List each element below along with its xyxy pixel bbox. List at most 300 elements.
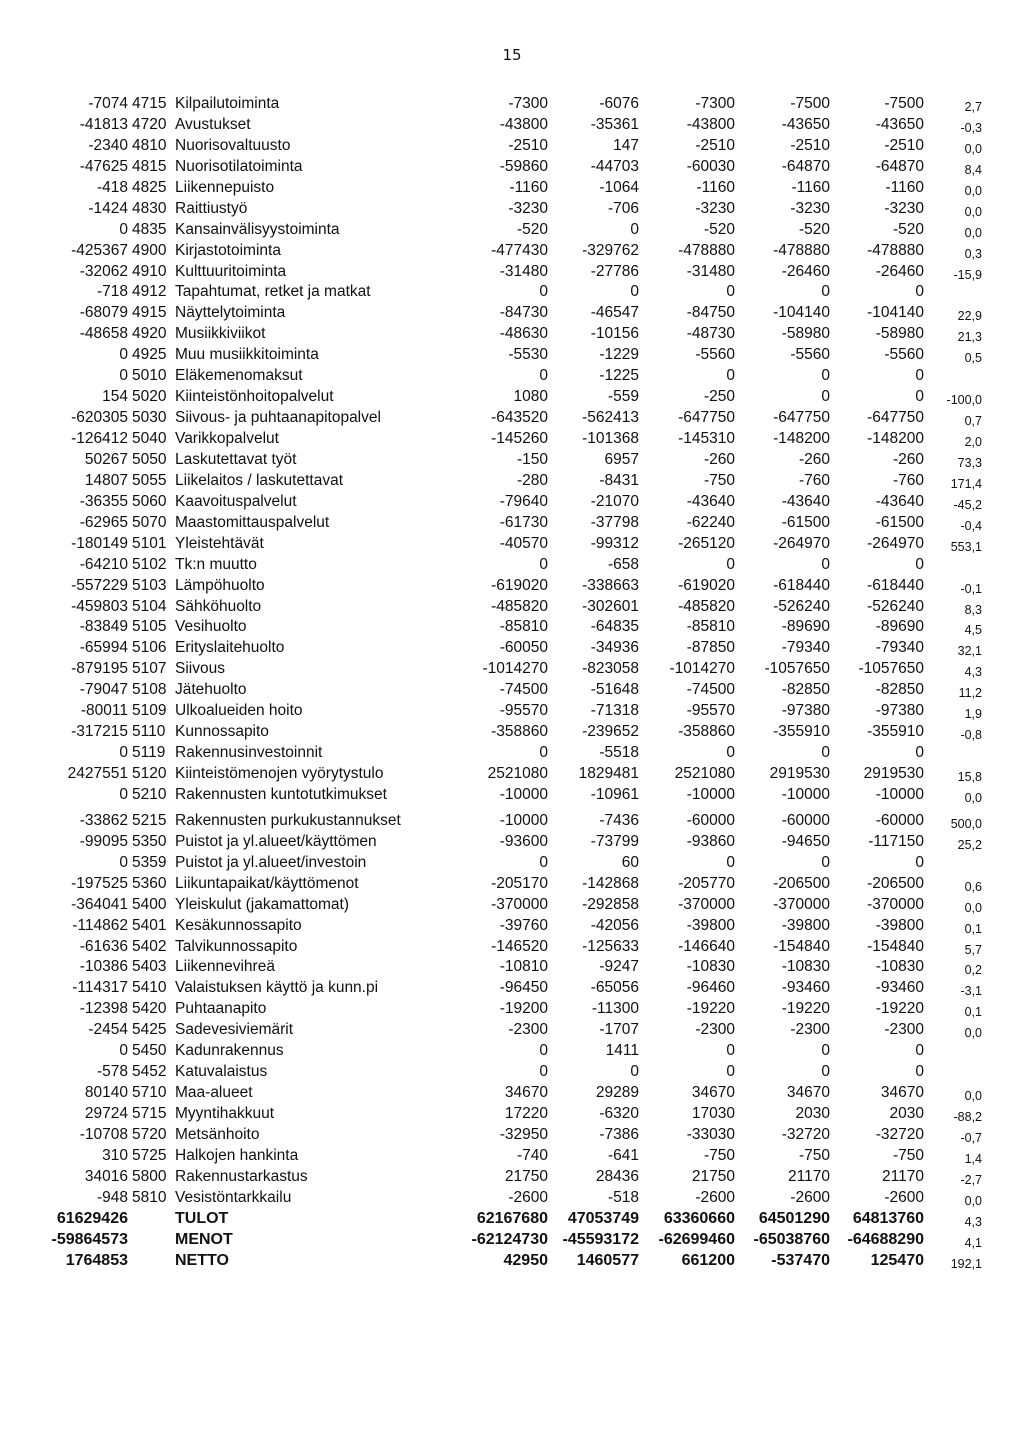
proposal-cell: -2300 bbox=[790, 1021, 830, 1039]
proposal-cell: -3230 bbox=[790, 199, 830, 217]
modified-budget-cell: -145310 bbox=[678, 430, 735, 447]
account-code-cell: 5403 bbox=[132, 958, 167, 976]
table-row bbox=[0, 366, 1024, 387]
final-budget-cell: -60000 bbox=[875, 811, 924, 829]
previous-actual-cell: 0 bbox=[119, 367, 128, 385]
change-percent-cell: 21,3 bbox=[957, 330, 982, 345]
final-budget-cell: -520 bbox=[892, 220, 924, 238]
previous-actual-cell: -61636 bbox=[79, 937, 128, 955]
actual-cell: -21070 bbox=[590, 492, 639, 510]
modified-budget-cell: -43640 bbox=[686, 492, 735, 510]
change-percent-cell: 0,0 bbox=[964, 900, 982, 915]
actual-cell: -71318 bbox=[590, 702, 639, 720]
modified-budget-cell: -62699460 bbox=[658, 1230, 735, 1248]
budget-cell: -619020 bbox=[491, 576, 548, 594]
final-budget-cell: -750 bbox=[892, 1146, 924, 1164]
proposal-cell: -32720 bbox=[781, 1125, 830, 1143]
final-budget-cell: 2030 bbox=[889, 1105, 924, 1122]
budget-cell: 0 bbox=[539, 853, 548, 871]
actual-cell: -9247 bbox=[599, 958, 639, 976]
table-row bbox=[0, 324, 1024, 345]
account-code-cell: 5450 bbox=[132, 1042, 167, 1060]
account-code-cell: 4910 bbox=[132, 262, 167, 280]
proposal-cell: -104140 bbox=[773, 304, 830, 322]
final-budget-cell: -97380 bbox=[875, 702, 924, 720]
account-name-cell: Halkojen hankinta bbox=[175, 1146, 299, 1164]
previous-actual-cell: -33862 bbox=[79, 811, 128, 829]
account-name-cell: Puhtaanapito bbox=[175, 1000, 267, 1018]
table-row bbox=[0, 345, 1024, 366]
proposal-cell: 34670 bbox=[786, 1084, 830, 1102]
budget-cell: -370000 bbox=[491, 895, 548, 913]
proposal-cell: -58980 bbox=[781, 325, 830, 343]
modified-budget-cell: -95570 bbox=[686, 702, 735, 720]
account-code-cell: 5715 bbox=[132, 1105, 167, 1122]
budget-cell: -40570 bbox=[499, 534, 548, 552]
change-percent-cell: -0,7 bbox=[960, 1130, 982, 1145]
table-row bbox=[0, 513, 1024, 534]
table-row bbox=[0, 178, 1024, 199]
modified-budget-cell: -85810 bbox=[686, 618, 735, 636]
account-code-cell: 4825 bbox=[132, 178, 167, 196]
modified-budget-cell: -478880 bbox=[678, 241, 735, 259]
table-row bbox=[0, 262, 1024, 283]
actual-cell: 0 bbox=[630, 1063, 639, 1081]
previous-actual-cell: 0 bbox=[119, 220, 128, 238]
final-budget-cell: -5560 bbox=[884, 346, 924, 364]
change-percent-cell: 0,0 bbox=[964, 141, 982, 156]
account-name-cell: Siivous bbox=[175, 660, 225, 678]
modified-budget-cell: 0 bbox=[726, 1042, 735, 1060]
budget-cell: -39760 bbox=[499, 916, 548, 934]
modified-budget-cell: -2300 bbox=[695, 1021, 735, 1039]
account-code-cell: 4912 bbox=[132, 283, 167, 301]
table-row bbox=[0, 1062, 1024, 1083]
proposal-cell: -43640 bbox=[781, 492, 830, 510]
proposal-cell: -618440 bbox=[773, 576, 830, 594]
budget-cell: -2300 bbox=[508, 1021, 548, 1039]
previous-actual-cell: -879195 bbox=[71, 660, 128, 678]
previous-actual-cell: -41813 bbox=[79, 115, 128, 133]
account-code-cell: 5725 bbox=[132, 1146, 167, 1164]
account-name-cell: Kulttuuritoiminta bbox=[175, 262, 287, 280]
previous-actual-cell: -64210 bbox=[79, 555, 128, 573]
table-row bbox=[0, 937, 1024, 958]
account-name-cell: Myyntihakkuut bbox=[175, 1105, 275, 1122]
final-budget-cell: -58980 bbox=[875, 325, 924, 343]
modified-budget-cell: -5560 bbox=[695, 346, 735, 364]
previous-actual-cell: -2340 bbox=[88, 136, 128, 154]
previous-actual-cell: 2427551 bbox=[67, 765, 128, 782]
proposal-cell: 0 bbox=[821, 388, 830, 406]
previous-actual-cell: -718 bbox=[96, 283, 128, 301]
proposal-cell: -760 bbox=[798, 471, 830, 489]
proposal-cell: -10830 bbox=[781, 958, 830, 976]
final-budget-cell: -260 bbox=[892, 450, 924, 468]
final-budget-cell: -760 bbox=[892, 471, 924, 489]
account-code-cell: 5810 bbox=[132, 1188, 167, 1206]
previous-actual-cell: -114862 bbox=[72, 916, 128, 934]
budget-cell: -59860 bbox=[499, 157, 548, 175]
budget-cell: -62124730 bbox=[471, 1230, 548, 1248]
account-code-cell: 4835 bbox=[132, 220, 167, 238]
final-budget-cell: 21170 bbox=[882, 1167, 924, 1185]
actual-cell: -338663 bbox=[582, 576, 639, 594]
table-row bbox=[0, 387, 1024, 408]
change-percent-cell: 0,0 bbox=[964, 225, 982, 240]
account-code-cell: 5110 bbox=[132, 723, 166, 741]
proposal-cell: 2919530 bbox=[769, 765, 830, 782]
previous-actual-cell: 0 bbox=[119, 1042, 128, 1060]
budget-cell: -145260 bbox=[491, 430, 548, 447]
account-code-cell: 5102 bbox=[132, 555, 167, 573]
budget-cell: 1080 bbox=[513, 388, 548, 406]
final-budget-cell: -64688290 bbox=[847, 1230, 924, 1248]
account-code-cell: 5020 bbox=[132, 388, 167, 406]
actual-cell: -1707 bbox=[599, 1021, 639, 1039]
previous-actual-cell: -83849 bbox=[79, 618, 128, 636]
actual-cell: -239652 bbox=[582, 723, 639, 741]
actual-cell: -65056 bbox=[590, 979, 639, 997]
modified-budget-cell: 0 bbox=[726, 555, 735, 573]
account-name-cell: Avustukset bbox=[175, 115, 251, 133]
final-budget-cell: -10000 bbox=[875, 785, 924, 803]
actual-cell: 1411 bbox=[605, 1042, 639, 1060]
previous-actual-cell: -62965 bbox=[79, 513, 128, 531]
previous-actual-cell: -36355 bbox=[79, 492, 128, 510]
final-budget-cell: -79340 bbox=[875, 639, 924, 657]
account-code-cell: 4920 bbox=[132, 325, 167, 343]
proposal-cell: -206500 bbox=[773, 874, 830, 892]
table-row bbox=[0, 978, 1024, 999]
proposal-cell: -61500 bbox=[781, 513, 830, 531]
total-row bbox=[0, 1251, 1024, 1272]
budget-cell: 0 bbox=[539, 367, 548, 385]
account-code-cell: 5210 bbox=[132, 785, 167, 803]
proposal-cell: -19220 bbox=[781, 1000, 830, 1018]
actual-cell: -292858 bbox=[582, 895, 639, 913]
proposal-cell: -260 bbox=[798, 450, 830, 468]
budget-cell: -96450 bbox=[499, 979, 548, 997]
budget-cell: 62167680 bbox=[476, 1209, 548, 1227]
proposal-cell: 0 bbox=[821, 1042, 830, 1060]
table-row bbox=[0, 853, 1024, 874]
actual-cell: -34936 bbox=[590, 639, 639, 657]
proposal-cell: -26460 bbox=[781, 262, 830, 280]
budget-cell: -10000 bbox=[499, 811, 548, 829]
final-budget-cell: -32720 bbox=[875, 1125, 924, 1143]
change-percent-cell: 4,3 bbox=[964, 1214, 982, 1229]
table-row bbox=[0, 220, 1024, 241]
proposal-cell: -5560 bbox=[790, 346, 830, 364]
proposal-cell: -7500 bbox=[790, 95, 830, 112]
budget-cell: -5530 bbox=[508, 346, 548, 364]
previous-actual-cell: -48658 bbox=[79, 325, 128, 343]
previous-actual-cell: 154 bbox=[102, 388, 128, 406]
modified-budget-cell: 0 bbox=[726, 1063, 735, 1081]
final-budget-cell: -2510 bbox=[884, 136, 924, 154]
actual-cell: -658 bbox=[607, 555, 639, 573]
change-percent-cell: -15,9 bbox=[953, 267, 982, 282]
final-budget-cell: 0 bbox=[915, 388, 924, 406]
modified-budget-cell: -520 bbox=[703, 220, 735, 238]
final-budget-cell: 0 bbox=[915, 555, 924, 573]
budget-cell: -95570 bbox=[499, 702, 548, 720]
account-code-cell: 5120 bbox=[132, 765, 167, 782]
modified-budget-cell: -7300 bbox=[695, 95, 735, 112]
account-name-cell: Sadevesiviemärit bbox=[175, 1021, 294, 1039]
table-row bbox=[0, 199, 1024, 220]
change-percent-cell: 0,0 bbox=[964, 790, 982, 805]
modified-budget-cell: -370000 bbox=[678, 895, 735, 913]
table-row bbox=[0, 957, 1024, 978]
table-row bbox=[0, 534, 1024, 555]
previous-actual-cell: -10386 bbox=[79, 958, 128, 976]
previous-actual-cell: -620305 bbox=[71, 409, 128, 427]
change-percent-cell: 22,9 bbox=[957, 309, 982, 324]
proposal-cell: -2600 bbox=[790, 1188, 830, 1206]
budget-cell: 0 bbox=[539, 1063, 548, 1081]
account-name-cell: Muu musiikkitoiminta bbox=[175, 346, 319, 364]
account-code-cell: 4815 bbox=[132, 157, 167, 175]
actual-cell: -37798 bbox=[590, 513, 639, 531]
proposal-cell: -39800 bbox=[781, 916, 830, 934]
account-name-cell: Kansainvälisyystoiminta bbox=[175, 220, 340, 238]
budget-cell: -358860 bbox=[491, 723, 548, 741]
account-name-cell: NETTO bbox=[175, 1251, 229, 1269]
actual-cell: 29289 bbox=[595, 1084, 639, 1102]
account-name-cell: Ulkoalueiden hoito bbox=[175, 702, 303, 720]
account-name-cell: Tk:n muutto bbox=[175, 555, 257, 573]
account-code-cell: 5720 bbox=[132, 1125, 167, 1143]
modified-budget-cell: 0 bbox=[726, 853, 735, 871]
actual-cell: -35361 bbox=[590, 115, 639, 133]
change-percent-cell: 0,1 bbox=[964, 1005, 982, 1020]
actual-cell: -7436 bbox=[599, 811, 639, 829]
account-code-cell: 5400 bbox=[132, 895, 167, 913]
modified-budget-cell: -10830 bbox=[686, 958, 735, 976]
actual-cell: -73799 bbox=[590, 832, 639, 850]
change-percent-cell: 4,5 bbox=[964, 623, 982, 638]
modified-budget-cell: -205770 bbox=[678, 874, 735, 892]
budget-cell: -2510 bbox=[508, 136, 548, 154]
account-name-cell: Lämpöhuolto bbox=[175, 576, 265, 594]
final-budget-cell: -26460 bbox=[875, 262, 924, 280]
table-row bbox=[0, 94, 1024, 115]
table-row bbox=[0, 999, 1024, 1020]
account-code-cell: 5215 bbox=[132, 811, 167, 829]
previous-actual-cell: 34016 bbox=[84, 1167, 128, 1185]
table-row bbox=[0, 1167, 1024, 1188]
previous-actual-cell: 80140 bbox=[84, 1084, 128, 1102]
account-name-cell: Puistot ja yl.alueet/investoin bbox=[175, 853, 367, 871]
final-budget-cell: -82850 bbox=[875, 681, 924, 699]
modified-budget-cell: -2600 bbox=[695, 1188, 735, 1206]
actual-cell: 1460577 bbox=[576, 1251, 639, 1269]
proposal-cell: -65038760 bbox=[753, 1230, 830, 1248]
proposal-cell: -264970 bbox=[773, 534, 830, 552]
account-name-cell: Raittiustyö bbox=[175, 199, 248, 217]
final-budget-cell: 64813760 bbox=[852, 1209, 924, 1227]
change-percent-cell: 1,9 bbox=[964, 707, 982, 722]
actual-cell: 1829481 bbox=[578, 765, 639, 782]
actual-cell: -64835 bbox=[590, 618, 639, 636]
account-name-cell: Rakennusten kuntotutkimukset bbox=[175, 785, 387, 803]
previous-actual-cell: -557229 bbox=[71, 576, 128, 594]
table-row bbox=[0, 811, 1024, 832]
account-name-cell: Yleiskulut (jakamattomat) bbox=[175, 895, 350, 913]
proposal-cell: -10000 bbox=[781, 785, 830, 803]
table-row bbox=[0, 1083, 1024, 1104]
budget-cell: -3230 bbox=[508, 199, 548, 217]
actual-cell: -46547 bbox=[590, 304, 639, 322]
account-code-cell: 5710 bbox=[132, 1084, 167, 1102]
actual-cell: -10961 bbox=[590, 785, 639, 803]
final-budget-cell: -19220 bbox=[875, 1000, 924, 1018]
final-budget-cell: -117150 bbox=[868, 832, 924, 850]
account-name-cell: Nuorisovaltuusto bbox=[175, 136, 291, 154]
actual-cell: -562413 bbox=[582, 409, 639, 427]
change-percent-cell: 0,0 bbox=[964, 1026, 982, 1041]
table-row bbox=[0, 282, 1024, 303]
modified-budget-cell: 21750 bbox=[691, 1167, 735, 1185]
account-code-cell: 5119 bbox=[132, 744, 166, 762]
final-budget-cell: -264970 bbox=[867, 534, 924, 552]
modified-budget-cell: -250 bbox=[703, 388, 735, 406]
final-budget-cell: -526240 bbox=[867, 597, 924, 615]
account-name-cell: Rakennusinvestoinnit bbox=[175, 744, 323, 762]
actual-cell: -45593172 bbox=[562, 1230, 639, 1248]
actual-cell: -42056 bbox=[590, 916, 639, 934]
change-percent-cell: -0,1 bbox=[960, 581, 982, 596]
account-name-cell: Varikkopalvelut bbox=[175, 430, 279, 447]
previous-actual-cell: 0 bbox=[119, 346, 128, 364]
previous-actual-cell: -65994 bbox=[79, 639, 128, 657]
modified-budget-cell: -1014270 bbox=[669, 660, 735, 678]
budget-cell: 0 bbox=[539, 555, 548, 573]
modified-budget-cell: -93860 bbox=[686, 832, 735, 850]
page-number: 15 bbox=[502, 46, 522, 64]
change-percent-cell: 11,2 bbox=[958, 686, 982, 701]
previous-actual-cell: -79047 bbox=[79, 681, 128, 699]
account-code-cell: 5103 bbox=[132, 576, 167, 594]
budget-cell: -84730 bbox=[499, 304, 548, 322]
account-name-cell: Musiikkiviikot bbox=[175, 325, 266, 343]
modified-budget-cell: -60000 bbox=[686, 811, 735, 829]
final-budget-cell: 0 bbox=[915, 367, 924, 385]
actual-cell: 0 bbox=[630, 220, 639, 238]
modified-budget-cell: -87850 bbox=[686, 639, 735, 657]
budget-cell: -280 bbox=[516, 471, 548, 489]
modified-budget-cell: 63360660 bbox=[663, 1209, 735, 1227]
table-row bbox=[0, 136, 1024, 157]
previous-actual-cell: 0 bbox=[119, 853, 128, 871]
account-code-cell: 5107 bbox=[132, 660, 167, 678]
account-name-cell: Jätehuolto bbox=[175, 681, 247, 699]
table-row bbox=[0, 241, 1024, 262]
account-code-cell: 5350 bbox=[132, 832, 167, 850]
final-budget-cell: 34670 bbox=[880, 1084, 924, 1102]
table-row bbox=[0, 743, 1024, 764]
previous-actual-cell: -126412 bbox=[71, 430, 128, 447]
table-row bbox=[0, 764, 1024, 785]
actual-cell: -8431 bbox=[599, 471, 639, 489]
proposal-cell: -97380 bbox=[781, 702, 830, 720]
table-row bbox=[0, 874, 1024, 895]
total-row bbox=[0, 1209, 1024, 1230]
final-budget-cell: -104140 bbox=[867, 304, 924, 322]
change-percent-cell: 0,0 bbox=[964, 1089, 982, 1104]
actual-cell: -5518 bbox=[599, 744, 639, 762]
previous-actual-cell: -68079 bbox=[79, 304, 128, 322]
actual-cell: -101368 bbox=[582, 430, 639, 447]
account-name-cell: Liikuntapaikat/käyttömenot bbox=[175, 874, 359, 892]
proposal-cell: -2510 bbox=[790, 136, 830, 154]
actual-cell: -27786 bbox=[590, 262, 639, 280]
modified-budget-cell: -1160 bbox=[696, 178, 735, 196]
proposal-cell: -93460 bbox=[781, 979, 830, 997]
budget-cell: -205170 bbox=[491, 874, 548, 892]
budget-cell: -61730 bbox=[499, 513, 548, 531]
change-percent-cell: 25,2 bbox=[957, 837, 982, 852]
change-percent-cell: 0,5 bbox=[964, 351, 982, 366]
account-name-cell: Metsänhoito bbox=[175, 1125, 260, 1143]
account-code-cell: 5425 bbox=[132, 1021, 167, 1039]
proposal-cell: -148200 bbox=[773, 430, 830, 447]
modified-budget-cell: -260 bbox=[703, 450, 735, 468]
final-budget-cell: -43650 bbox=[875, 115, 924, 133]
account-code-cell: 5360 bbox=[132, 874, 167, 892]
account-code-cell: 5800 bbox=[132, 1167, 167, 1185]
previous-actual-cell: -948 bbox=[96, 1188, 128, 1206]
account-name-cell: Näyttelytoiminta bbox=[175, 304, 286, 322]
modified-budget-cell: -750 bbox=[703, 471, 735, 489]
budget-cell: -93600 bbox=[499, 832, 548, 850]
previous-actual-cell: -10708 bbox=[79, 1125, 128, 1143]
account-name-cell: Liikelaitos / laskutettavat bbox=[175, 471, 344, 489]
actual-cell: -125633 bbox=[582, 937, 639, 955]
previous-actual-cell: 50267 bbox=[84, 450, 128, 468]
modified-budget-cell: -265120 bbox=[678, 534, 735, 552]
budget-cell: 21750 bbox=[504, 1167, 548, 1185]
table-row bbox=[0, 722, 1024, 743]
change-percent-cell: 15,8 bbox=[957, 770, 982, 784]
actual-cell: 60 bbox=[621, 853, 639, 871]
final-budget-cell: -39800 bbox=[875, 916, 924, 934]
final-budget-cell: 125470 bbox=[870, 1251, 924, 1269]
final-budget-cell: -7500 bbox=[884, 95, 924, 112]
actual-cell: -6076 bbox=[599, 95, 639, 112]
final-budget-cell: -647750 bbox=[867, 409, 924, 427]
actual-cell: -99312 bbox=[590, 534, 639, 552]
proposal-cell: -526240 bbox=[773, 597, 830, 615]
table-row bbox=[0, 1146, 1024, 1167]
final-budget-cell: -148200 bbox=[867, 430, 924, 447]
account-name-cell: Liikennevihreä bbox=[175, 958, 275, 976]
account-code-cell: 4715 bbox=[132, 95, 167, 112]
account-name-cell: Liikennepuisto bbox=[175, 178, 275, 196]
previous-actual-cell: -32062 bbox=[79, 262, 128, 280]
budget-cell: -74500 bbox=[499, 681, 548, 699]
budget-cell: -19200 bbox=[499, 1000, 548, 1018]
account-name-cell: Vesistöntarkkailu bbox=[175, 1188, 292, 1206]
account-name-cell: Talvikunnossapito bbox=[175, 937, 298, 955]
account-code-cell: 5055 bbox=[132, 471, 167, 489]
proposal-cell: -370000 bbox=[773, 895, 830, 913]
final-budget-cell: 0 bbox=[915, 744, 924, 762]
proposal-cell: 0 bbox=[821, 555, 830, 573]
budget-table bbox=[0, 94, 1024, 1272]
